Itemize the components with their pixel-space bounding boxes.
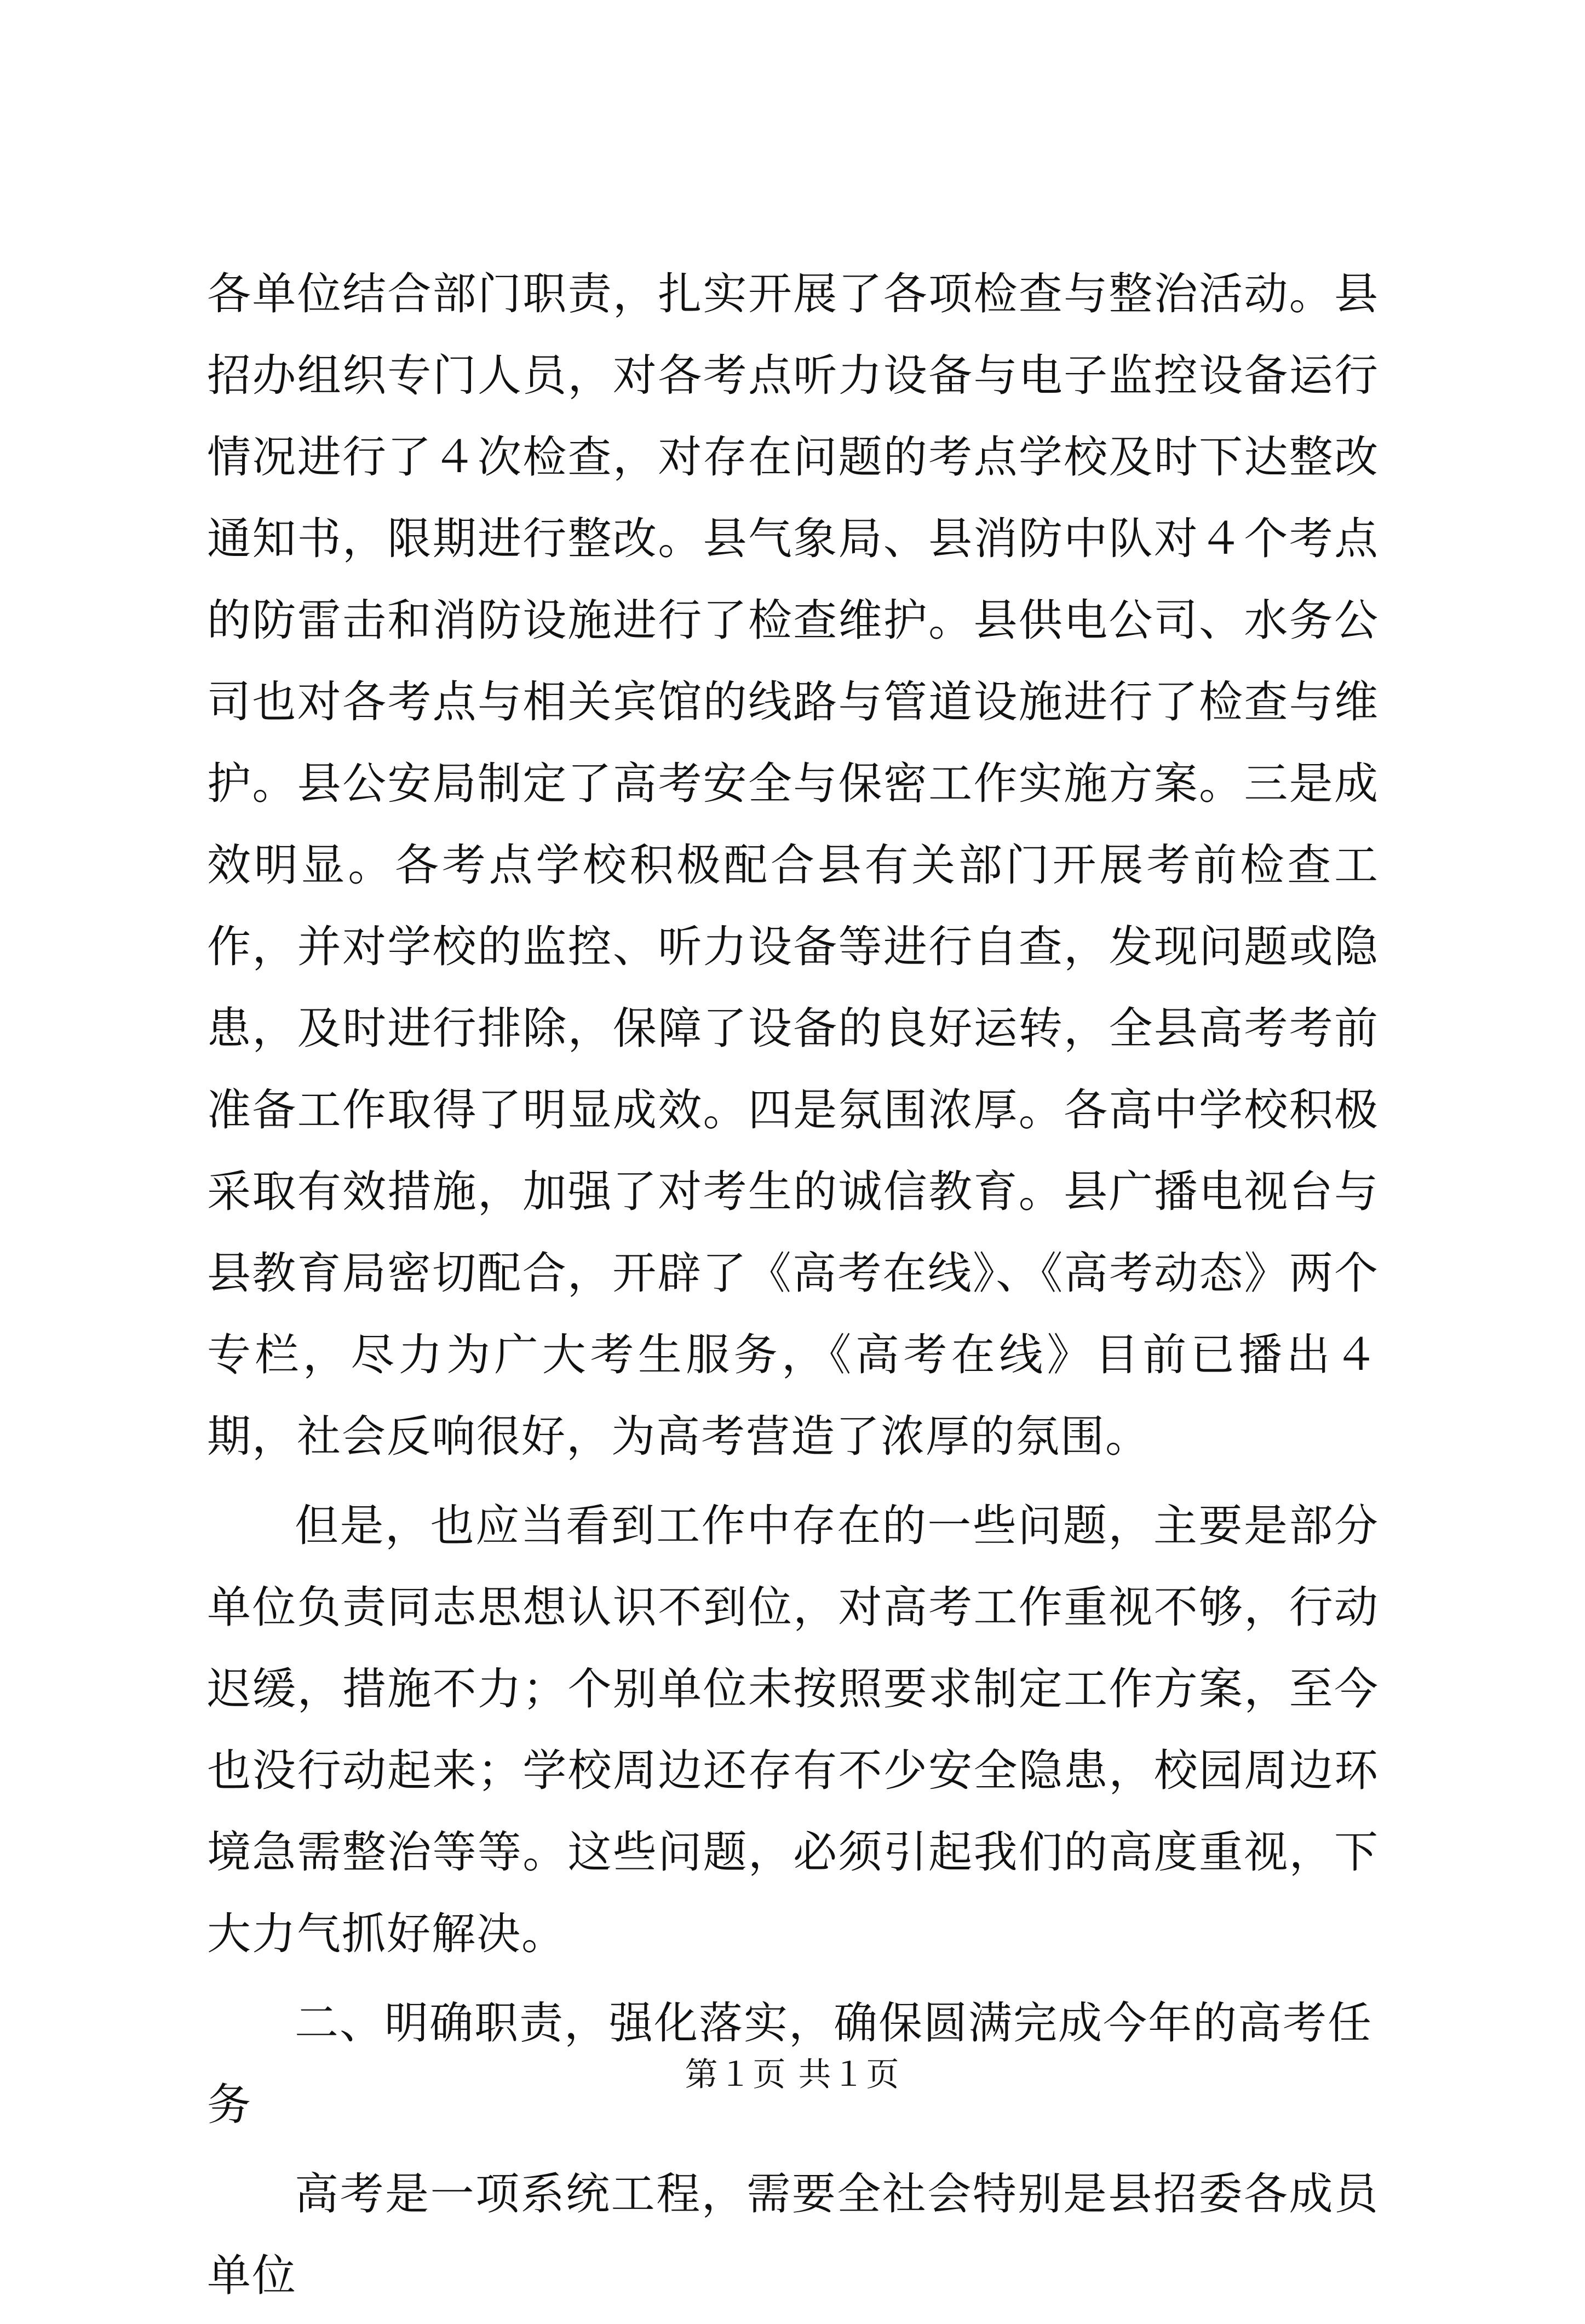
page-footer: 第１页 共１页 bbox=[685, 2056, 900, 2094]
section-heading: 二、明确职责，强化落实，确保圆满完成今年的高考任务 bbox=[207, 1998, 1372, 2130]
paragraph-system-engineering: 高考是一项系统工程，需要全社会特别是县招委各成员单位 bbox=[207, 2168, 1379, 2301]
paragraph-existing-problems: 但是，也应当看到工作中存在的一些问题，主要是部分单位负责同志思想认识不到位，对高考工作重视不够，行动迟缓，措施不力；个别单位未按照要求制定工作方案，至今也没行动起来；学校周边还存有不少安全隐患，校园周边环境急需整治等等。这些问题，必须引起我们的高度重视，下大力气抓好解决。 bbox=[207, 1500, 1379, 1959]
paragraph-inspection-results: 各单位结合部门职责，扎实开展了各项检查与整治活动。县招办组织专门人员，对各考点听力设备与电子监控设备运行情况进行了４次检查，对存在问题的考点学校及时下达整改通知书，限期进行整改。县气象局、县消防中队对４个考点的防雷击和消防设施进行了检查维护。县供电公司、水务公司也对各考点与相关宾馆的线路与管道设施进行了检查与维护。县公安局制定了高考安全与保密工作实施方案。三是成效明显。各考点学校积极配合县有关部门开展考前检查工作，并对学校的监控、听力设备等进行自查，发现问题或隐患，及时进行排除，保障了设备的良好运转，全县高考考前准备工作取得了明显成效。四是氛围浓厚。各高中学校积极采取有效措施，加强了对考生的诚信教育。县广播电视台与县教育局密切配合，开辟了《高考在线》、《高考动态》两个专栏，尽力为广大考生服务，《高考在线》目前已播出４期，社会反响很好，为高考营造了浓厚的氛围。 bbox=[207, 268, 1379, 1462]
document-body bbox=[207, 253, 1379, 2324]
